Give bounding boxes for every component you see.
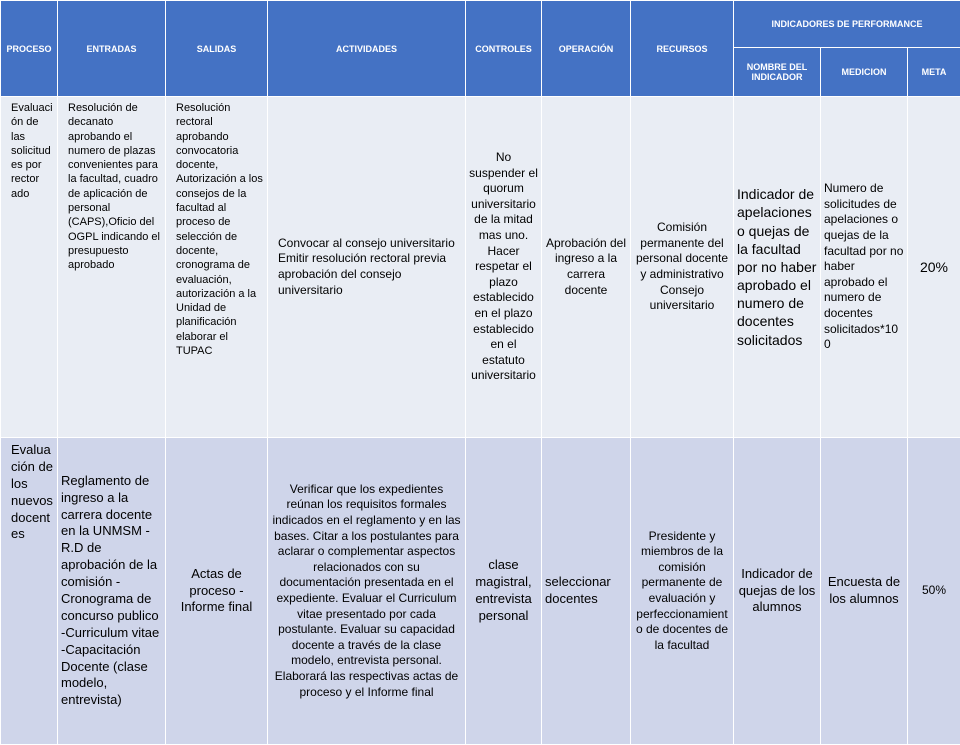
table-row: [1, 438, 960, 745]
cell-medicion: Numero de solicitudes de apelaciones o quejas de la facultad por no haber aprobado el numero de docentes solicitados*100: [821, 97, 908, 438]
cell-nombre-indicador: Indicador de apelaciones o quejas de la facultad por no haber aprobado el numero de docentes solicitados: [734, 97, 821, 438]
cell-salidas: Resolución rectoral aprobando convocatoria docente, Autorización a los consejos de la facultad al proceso de selección de docente, cronograma de evaluación, autorización a la Unidad de planificación elaborar el TUPAC: [166, 97, 268, 438]
cell-operacion: Aprobación del ingreso a la carrera docente: [542, 97, 631, 438]
header-proceso: PROCESO: [1, 1, 58, 97]
cell-recursos: Presidente y miembros de la comisión permanente de evaluación y perfeccionamiento de docentes de la facultad: [631, 438, 734, 745]
cell-medicion: Encuesta de los alumnos: [821, 438, 908, 745]
header-salidas: SALIDAS: [166, 1, 268, 97]
header-controles: CONTROLES: [466, 1, 542, 97]
table-row: [1, 97, 960, 438]
cell-controles: clase magistral, entrevista personal: [466, 438, 542, 745]
cell-controles: No suspender el quorum universitario de la mitad mas uno. Hacer respetar el plazo establecido en el plazo establecido en el estatuto universitario: [466, 97, 542, 438]
header-actividades: ACTIVIDADES: [268, 1, 466, 97]
cell-entradas: Reglamento de ingreso a la carrera docente en la UNMSM -R.D de aprobación de la comisión -Cronograma de concurso publico -Curriculum vitae -Capacitación Docente (clase modelo, entrevista): [58, 438, 166, 745]
cell-actividades: Convocar al consejo universitario Emitir resolución rectoral previa aprobación del consejo universitario: [268, 97, 466, 438]
header-indicadores: INDICADORES DE PERFORMANCE: [734, 1, 960, 48]
header-entradas: ENTRADAS: [58, 1, 166, 97]
cell-actividades: Verificar que los expedientes reúnan los requisitos formales indicados en el reglamento y en las bases. Citar a los postulantes para aclarar o complementar aspectos relacionados con su documentación presentada en el expediente. Evaluar el Curriculum vitae presentado por cada postulante. Evaluar su capacidad docente a través de la clase modelo, entrevista personal. Elaborará las respectivas actas de proceso y el Informe final: [268, 438, 466, 745]
header-nombre-indicador: NOMBRE DEL INDICADOR: [734, 48, 821, 97]
header-medicion: MEDICION: [821, 48, 908, 97]
cell-meta: 50%: [908, 438, 960, 745]
cell-meta: 20%: [908, 97, 960, 438]
header-recursos: RECURSOS: [631, 1, 734, 97]
cell-operacion: seleccionar docentes: [542, 438, 631, 745]
cell-recursos: Comisión permanente del personal docente y administrativo Consejo universitario: [631, 97, 734, 438]
header-meta: META: [908, 48, 960, 97]
header-row: [1, 1, 960, 48]
cell-salidas: Actas de proceso -Informe final: [166, 438, 268, 745]
cell-nombre-indicador: Indicador de quejas de los alumnos: [734, 438, 821, 745]
header-operacion: OPERACIÓN: [542, 1, 631, 97]
cell-entradas: Resolución de decanato aprobando el numero de plazas convenientes para la facultad, cuadro de aplicación de personal (CAPS),Oficio del OGPL indicando el presupuesto aprobado: [58, 97, 166, 438]
cell-proceso: Evaluación de los nuevos docentes: [1, 438, 58, 745]
cell-proceso: Evaluación de las solicitudes por rector ado: [1, 97, 58, 438]
